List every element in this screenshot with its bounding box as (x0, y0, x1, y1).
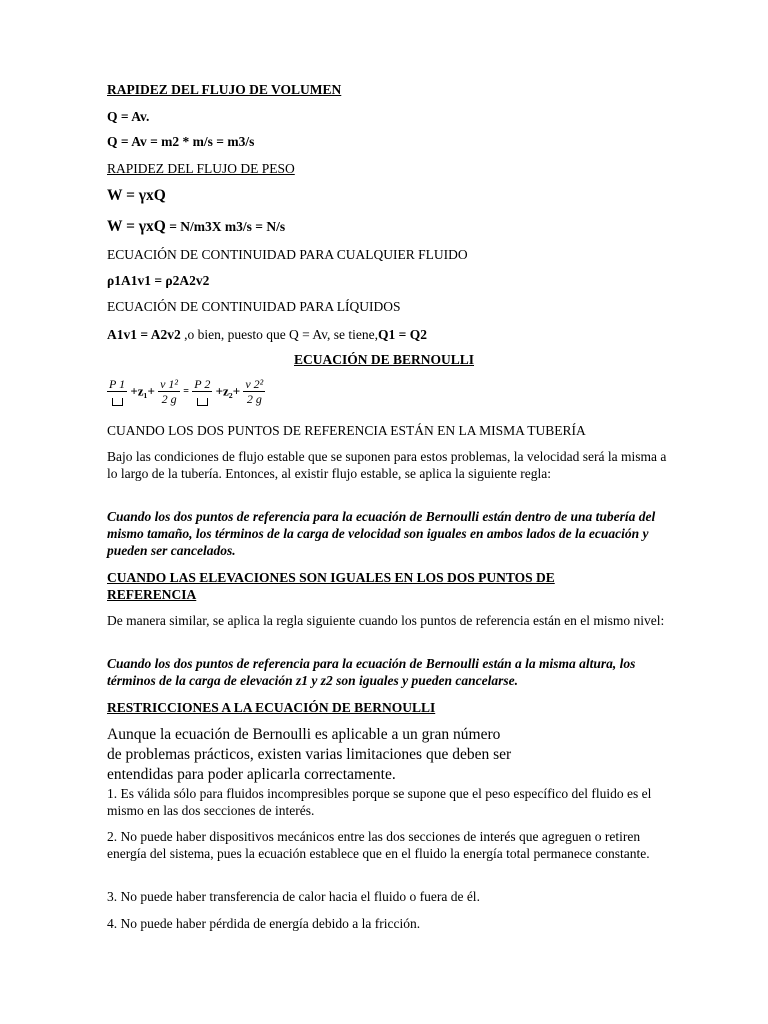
restrictions-intro-line-1: Aunque la ecuación de Bernoulli es aplicable a un gran número (107, 726, 501, 743)
restriction-item-1: 1. Es válida sólo para fluidos incompresibles porque se supone que el peso específico del fluido es el mismo en las dos secciones de interés. (107, 786, 652, 818)
bernoulli-equation (107, 377, 265, 406)
fraction-v2 (243, 377, 265, 406)
heading-same-pipe: CUANDO LOS DOS PUNTOS DE REFERENCIA ESTÁN EN LA MISMA TUBERÍA (107, 423, 586, 438)
p1-term: P 1 (109, 377, 126, 391)
rule-same-pipe: Cuando los dos puntos de referencia para la ecuación de Bernoulli están dentro de una tubería del mismo tamaño, los términos de la carga de velocidad son iguales en ambos lados de la ecuación y pueden ser cancelados. (107, 509, 656, 558)
equation-a1v1-a2v2: A1v1 = A2v2 (107, 327, 181, 342)
heading-continuity-liquids: ECUACIÓN DE CONTINUIDAD PARA LÍQUIDOS (107, 299, 401, 314)
heading-bernoulli: ECUACIÓN DE BERNOULLI (293, 352, 475, 367)
heading-same-elevation: CUANDO LAS ELEVACIONES SON IGUALES EN LOS DOS PUNTOS DE REFERENCIA (107, 570, 555, 602)
gamma-placeholder (107, 392, 127, 406)
equation-w-main: W = γxQ (107, 218, 166, 235)
two-g-term: 2 g (161, 392, 177, 406)
restriction-item-2: 2. No puede haber dispositivos mecánicos entre las dos secciones de interés que agreguen o retiren energía del sistema, pues la ecuación establece que en el fluido la energía total permanece constante. (107, 829, 650, 861)
heading-volume-flow: RAPIDEZ DEL FLUJO DE VOLUMEN (107, 82, 342, 97)
paragraph-same-pipe: Bajo las condiciones de flujo estable que se suponen para estos problemas, la velocidad será la misma a lo largo de la tubería. Entonces, al existir flujo estable, se aplica la siguiente regla: (107, 449, 667, 481)
two-g-term: 2 g (246, 392, 262, 406)
equation-liquids-connector: ,o bien, puesto que Q = Av, se tiene, (180, 327, 379, 342)
equation-continuity-liquids (107, 326, 427, 343)
heading-continuity-any-fluid: ECUACIÓN DE CONTINUIDAD PARA CUALQUIER FLUIDO (107, 247, 468, 262)
plus-z2: +z₂+ (215, 383, 241, 399)
equation-q-units: Q = Av = m2 * m/s = m3/s (107, 134, 255, 149)
v2-term: v 2² (245, 377, 264, 391)
restrictions-intro-line-3: entendidas para poder aplicarla correctamente. (107, 766, 396, 783)
equation-w-units (107, 218, 285, 235)
fraction-v1 (158, 377, 180, 406)
heading-restrictions: RESTRICCIONES A LA ECUACIÓN DE BERNOULLI (107, 700, 436, 715)
restriction-item-4: 4. No puede haber pérdida de energía debido a la fricción. (107, 916, 421, 931)
paragraph-same-elevation: De manera similar, se aplica la regla siguiente cuando los puntos de referencia están en el mismo nivel: (107, 613, 665, 628)
equation-w-unit-text: = N/m3X m3/s = N/s (165, 219, 286, 234)
restriction-item-3: 3. No puede haber transferencia de calor hacia el fluido o fuera de él. (107, 889, 480, 904)
equation-q-av: Q = Av. (107, 109, 150, 124)
equation-w: W = γxQ (107, 187, 166, 204)
p2-term: P 2 (194, 377, 211, 391)
restrictions-intro-line-2: de problemas prácticos, existen varias limitaciones que deben ser (107, 746, 512, 763)
rule-same-elevation: Cuando los dos puntos de referencia para la ecuación de Bernoulli están a la misma altura, los términos de la carga de elevación z1 y z2 son iguales y pueden cancelarse. (107, 656, 636, 688)
equals-sign: = (183, 386, 189, 397)
fraction-p2 (192, 377, 212, 406)
fraction-p1 (107, 377, 127, 406)
gamma-placeholder (192, 392, 212, 406)
heading-weight-flow: RAPIDEZ DEL FLUJO DE PESO (107, 161, 295, 176)
equation-continuity-any-fluid: ρ1A1v1 = ρ2A2v2 (107, 273, 210, 288)
v1-term: v 1² (160, 377, 179, 391)
equation-q1-q2: Q1 = Q2 (378, 327, 427, 342)
plus-z1: +z₁+ (130, 383, 155, 399)
